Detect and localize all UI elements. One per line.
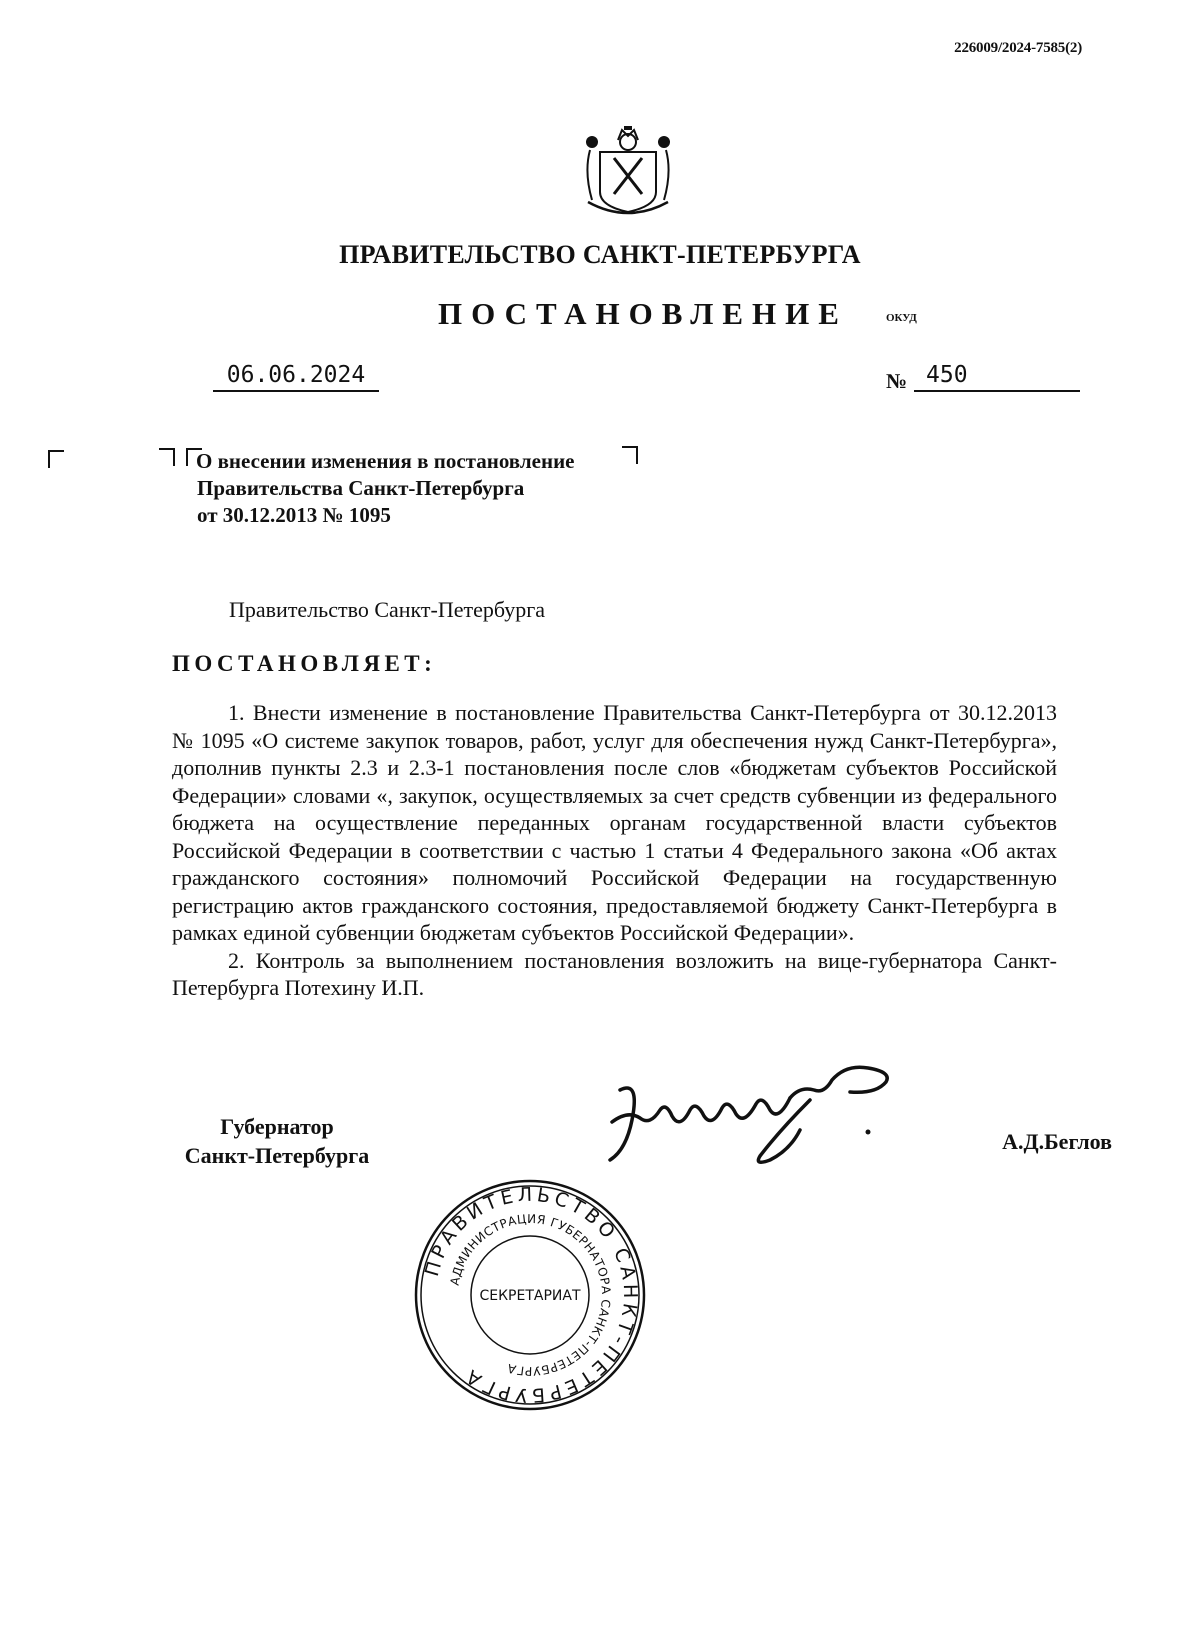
seal-center-text: СЕКРЕТАРИАТ <box>479 1288 581 1304</box>
official-seal <box>413 1178 647 1412</box>
seal-outer-text: ПРАВИТЕЛЬСТВО САНКТ-ПЕТЕРБУРГА <box>420 1183 642 1407</box>
paragraph-2: 2. Контроль за выполнением постановления возложить на вице-губернатора Санкт-Петербурга Потехину И.П. <box>172 947 1057 1000</box>
number-sign: № <box>886 369 908 393</box>
subject-line-3: от 30.12.2013 № 1095 <box>197 503 391 527</box>
subject-heading <box>197 448 575 529</box>
subject-corner-mark-left <box>159 448 175 466</box>
subject-line-1: О внесении изменения в постановление <box>196 449 575 473</box>
signatory-role <box>172 1112 382 1170</box>
paragraph-1: 1. Внести изменение в постановление Правительства Санкт-Петербурга от 30.12.2013 № 1095 «О системе закупок товаров, работ, услуг для обеспечения нужд Санкт-Петербурга», дополнив пункты 2.3 и 2.3-1 постановления после слов «бюджетам субъектов Российской Федерации» словами «, закупок, осуществляемых за счет средств субвенции из федерального бюджета на осуществление переданных органам государственной власти субъектов Российской Федерации в соответствии с частью 1 статьи 4 Федерального закона «Об актах гражданского состояния» полномочий Российской Федерации на государственную регистрацию актов гражданского состояния, предоставляемой бюджету Санкт-Петербурга в рамках единой субвенции бюджетам субъектов Российской Федерации». <box>172 700 1057 945</box>
document-type: ПОСТАНОВЛЕНИЕ <box>438 296 848 331</box>
signatory-role-line-2: Санкт-Петербурга <box>184 1143 370 1168</box>
lead-line: Правительство Санкт-Петербурга <box>229 597 546 622</box>
coat-of-arms-icon <box>580 122 676 222</box>
government-title: ПРАВИТЕЛЬСТВО САНКТ-ПЕТЕРБУРГА <box>339 240 861 269</box>
seal-inner-text: АДМИНИСТРАЦИЯ ГУБЕРНАТОРА САНКТ-ПЕТЕРБУРГА <box>447 1211 614 1379</box>
document-date: 06.06.2024 <box>213 362 379 392</box>
document-number: 450 <box>914 362 1080 392</box>
signatory-role-line-1: Губернатор <box>220 1114 334 1139</box>
okud-label: ОКУД <box>886 312 917 324</box>
document-body <box>172 699 1057 1002</box>
subject-line-2: Правительства Санкт-Петербурга <box>197 476 525 500</box>
handwritten-signature <box>600 1060 940 1180</box>
document-registration-number: 226009/2024-7585(2) <box>954 40 1082 56</box>
decree-word: ПОСТАНОВЛЯЕТ: <box>172 651 437 676</box>
margin-corner-mark <box>48 450 64 468</box>
signatory-name: А.Д.Беглов <box>1002 1129 1112 1154</box>
subject-corner-mark-end <box>622 446 638 464</box>
